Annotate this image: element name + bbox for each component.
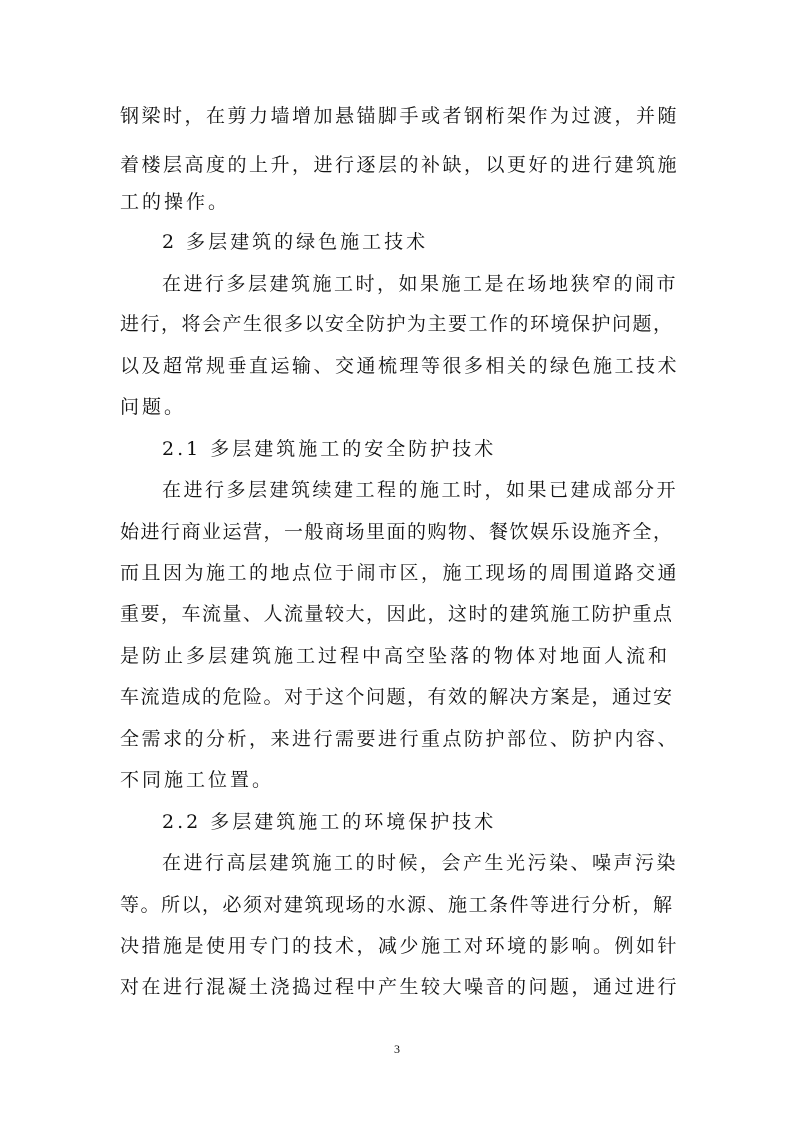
body-text-line: 着楼层高度的上升，进行逐层的补缺，以更好的进行建筑施 <box>120 154 680 176</box>
body-text-line: 问题。 <box>120 396 187 418</box>
subsection-heading: 2.1 多层建筑施工的安全防护技术 <box>162 438 497 460</box>
body-text-line: 钢梁时，在剪力墙增加悬锚脚手或者钢桁架作为过渡，并随 <box>120 105 680 127</box>
body-text-line: 车流造成的危险。对于这个问题，有效的解决方案是，通过安 <box>120 686 674 708</box>
body-text-line: 对在进行混凝土浇捣过程中产生较大噪音的问题，通过进行 <box>120 976 680 998</box>
body-text-line: 在进行高层建筑施工的时候，会产生光污染、噪声污染 <box>162 852 679 874</box>
body-text-line: 决措施是使用专门的技术，减少施工对环境的影响。例如针 <box>120 935 680 957</box>
body-text-line: 始进行商业运营，一般商场里面的购物、餐饮娱乐设施齐全， <box>120 521 674 543</box>
body-text-line: 是防止多层建筑施工过程中高空坠落的物体对地面人流和 <box>120 645 671 667</box>
body-text-line: 全需求的分析，来进行需要进行重点防护部位、防护内容、 <box>120 728 680 750</box>
body-text-line: 在进行多层建筑续建工程的施工时，如果已建成部分开 <box>162 479 679 501</box>
subsection-heading: 2.2 多层建筑施工的环境保护技术 <box>162 811 497 833</box>
body-text-line: 而且因为施工的地点位于闹市区，施工现场的周围道路交通 <box>120 562 680 584</box>
page-number: 3 <box>394 1042 400 1056</box>
body-text-line: 等。所以，必须对建筑现场的水源、施工条件等进行分析，解 <box>120 894 674 916</box>
body-text-line: 在进行多层建筑施工时，如果施工是在场地狭窄的闹市 <box>162 273 679 295</box>
body-text-line: 重要，车流量、人流量较大，因此，这时的建筑施工防护重点 <box>120 603 674 625</box>
body-text-line: 不同施工位置。 <box>120 769 275 791</box>
body-text-line: 以及超常规垂直运输、交通梳理等很多相关的绿色施工技术 <box>120 355 680 377</box>
section-heading: 2 多层建筑的绿色施工技术 <box>162 231 429 253</box>
body-text-line: 工的操作。 <box>120 191 231 213</box>
body-text-line: 进行，将会产生很多以安全防护为主要工作的环境保护问题， <box>120 313 674 335</box>
